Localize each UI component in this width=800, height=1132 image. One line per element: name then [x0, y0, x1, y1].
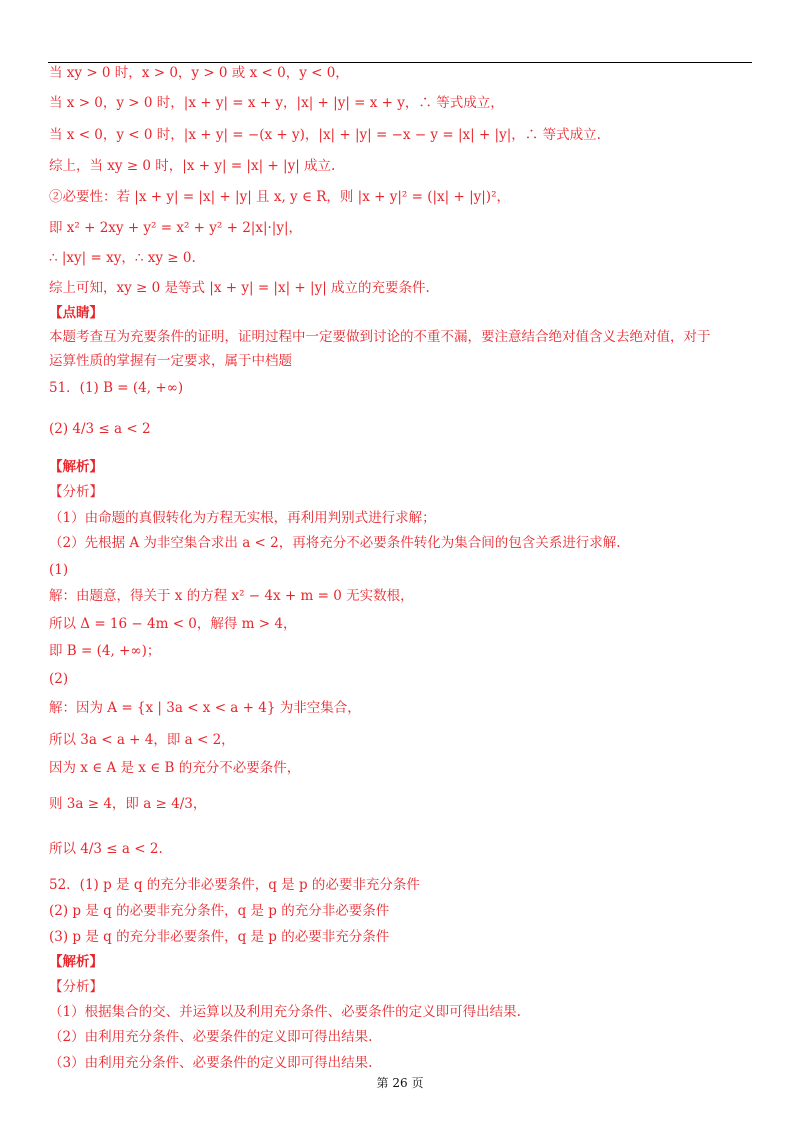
answer-heading: 52．(1) p 是 q 的充分非必要条件，q 是 p 的必要非充分条件 — [49, 877, 420, 893]
text-line: 解：由题意，得关于 x 的方程 x² − 4x + m = 0 无实数根， — [49, 588, 414, 604]
text-line: 即 B = (4, +∞)； — [49, 643, 161, 659]
text-line: 即 x² + 2xy + y² = x² + y² + 2|x|·|y|， — [49, 220, 303, 236]
text-line: 所以 3a < a + 4，即 a < 2， — [49, 732, 235, 748]
section-label: 【分析】 — [49, 484, 103, 500]
text-line: ②必要性：若 |x + y| = |x| + |y| 且 x, y ∈ R，则 |x + y|² = (|x| + |y|)²， — [49, 189, 510, 205]
text-line: 综上可知，xy ≥ 0 是等式 |x + y| = |x| + |y| 成立的充要条件. — [49, 280, 430, 296]
text-line: 本题考查互为充要条件的证明，证明过程中一定要做到讨论的不重不漏，要注意结合绝对值含义去绝对值，对于 — [49, 329, 711, 345]
header-rule — [48, 62, 752, 63]
text-line: 因为 x ∈ A 是 x ∈ B 的充分不必要条件， — [49, 760, 301, 776]
section-label: 【分析】 — [49, 979, 103, 995]
text-line: (1) — [49, 562, 69, 578]
text-line: 运算性质的掌握有一定要求，属于中档题 — [49, 353, 292, 369]
text-line: 当 xy > 0 时，x > 0，y > 0 或 x < 0，y < 0， — [49, 65, 349, 81]
section-label: 【解析】 — [49, 954, 103, 970]
text-line: 所以 Δ = 16 − 4m < 0，解得 m > 4， — [49, 616, 297, 632]
text-line: (2) — [49, 671, 69, 687]
text-line: （2）由利用充分条件、必要条件的定义即可得出结果. — [49, 1029, 373, 1045]
text-line: (2) p 是 q 的必要非充分条件，q 是 p 的充分非必要条件 — [49, 903, 390, 919]
text-line: （1）根据集合的交、并运算以及利用充分条件、必要条件的定义即可得出结果. — [49, 1004, 521, 1020]
text-line: （1）由命题的真假转化为方程无实根，再利用判别式进行求解； — [49, 510, 436, 526]
page-number: 第 26 页 — [376, 1076, 424, 1090]
text-line: （3）由利用充分条件、必要条件的定义即可得出结果. — [49, 1055, 373, 1071]
text-line: 则 3a ≥ 4，即 a ≥ 4/3， — [49, 796, 207, 812]
text-line: 当 x < 0，y < 0 时，|x + y| = −(x + y)，|x| + |y| = −x − y = |x| + |y|，∴ 等式成立. — [49, 127, 601, 143]
section-label: 【解析】 — [49, 459, 103, 475]
text-line: （2）先根据 A 为非空集合求出 a < 2，再将充分不必要条件转化为集合间的包含关系进行求解. — [49, 535, 621, 551]
text-line: (3) p 是 q 的充分非必要条件，q 是 p 的必要非充分条件 — [49, 929, 390, 945]
text-line: 解：因为 A = {x | 3a < x < a + 4} 为非空集合， — [49, 700, 361, 716]
text-line: (2) 4/3 ≤ a < 2 — [49, 421, 151, 437]
text-line: 所以 4/3 ≤ a < 2. — [49, 841, 163, 857]
text-line: ∴ |xy| = xy，∴ xy ≥ 0. — [49, 250, 196, 266]
answer-heading: 51．(1) B = (4, +∞) — [49, 380, 184, 396]
text-line: 当 x > 0，y > 0 时，|x + y| = x + y，|x| + |y| = x + y，∴ 等式成立， — [49, 95, 504, 111]
section-label: 【点睛】 — [49, 305, 103, 321]
text-line: 综上，当 xy ≥ 0 时，|x + y| = |x| + |y| 成立. — [49, 158, 336, 174]
